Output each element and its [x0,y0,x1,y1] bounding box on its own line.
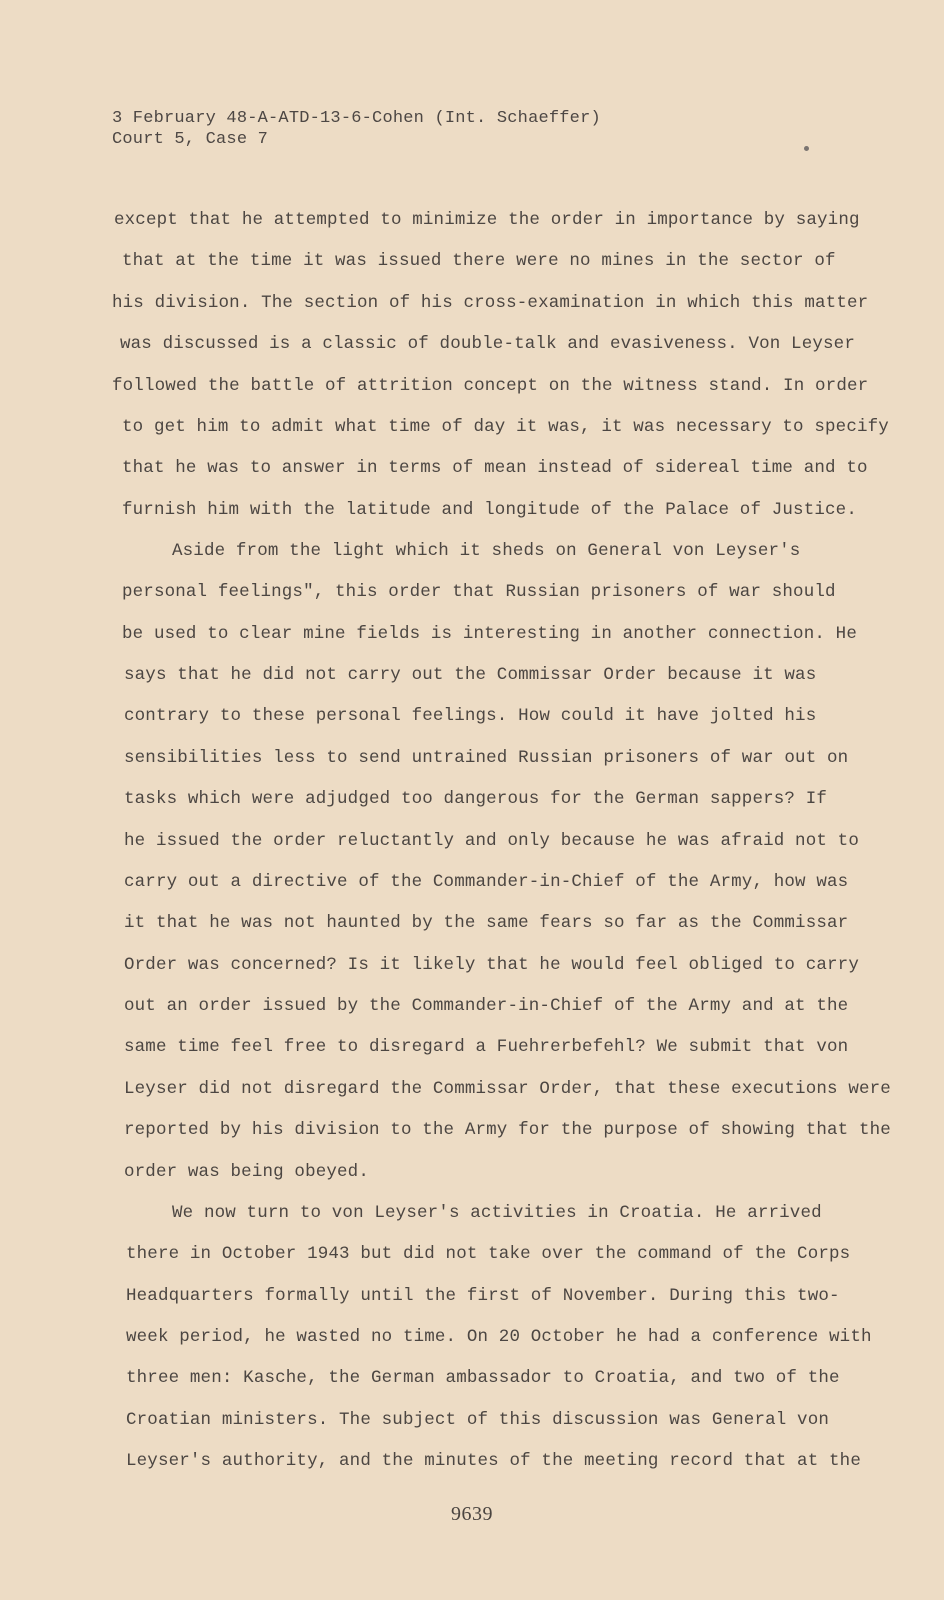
body-line: his division. The section of his cross-examination in which this matter [112,293,869,313]
body-line: sensibilities less to send untrained Russian prisoners of war out on [124,748,849,768]
body-line: was discussed is a classic of double-talk and evasiveness. Von Leyser [120,334,855,354]
body-line: same time feel free to disregard a Fuehrerbefehl? We submit that von [124,1037,849,1057]
body-line: to get him to admit what time of day it was, it was necessary to specify [122,417,889,437]
body-line: order was being obeyed. [124,1162,369,1182]
body-line: Leyser did not disregard the Commissar Order, that these executions were [124,1079,891,1099]
body-line: carry out a directive of the Commander-in-Chief of the Army, how was [124,872,849,892]
body-line: furnish him with the latitude and longitude of the Palace of Justice. [122,500,857,520]
body-line: that he was to answer in terms of mean instead of sidereal time and to [122,458,868,478]
ink-dot-mark [804,146,809,151]
body-line: it that he was not haunted by the same fears so far as the Commissar [124,913,849,933]
body-line: personal feelings", this order that Russian prisoners of war should [122,582,836,602]
body-line: tasks which were adjudged too dangerous for the German sappers? If [124,789,828,809]
body-line: Leyser's authority, and the minutes of the meeting record that at the [126,1451,861,1471]
body-line: Headquarters formally until the first of November. During this two- [126,1286,840,1306]
body-line: reported by his division to the Army for the purpose of showing that the [124,1120,891,1140]
body-line: be used to clear mine fields is interesting in another connection. He [122,624,857,644]
body-line: says that he did not carry out the Commissar Order because it was [124,665,817,685]
body-line: We now turn to von Leyser's activities in Croatia. He arrived [172,1203,822,1223]
body-line: contrary to these personal feelings. How could it have jolted his [124,706,817,726]
body-line: Croatian ministers. The subject of this discussion was General von [126,1410,830,1430]
body-line: there in October 1943 but did not take over the command of the Corps [126,1244,851,1264]
body-line: three men: Kasche, the German ambassador to Croatia, and two of the [126,1368,840,1388]
header-court-case: Court 5, Case 7 [112,130,269,149]
page-number: 9639 [451,1503,493,1525]
body-line: week period, he wasted no time. On 20 October he had a conference with [126,1327,872,1347]
header-date-reference: 3 February 48-A-ATD-13-6-Cohen (Int. Schaeffer) [112,109,601,128]
body-line: out an order issued by the Commander-in-Chief of the Army and at the [124,996,849,1016]
body-line: Aside from the light which it sheds on General von Leyser's [172,541,801,561]
body-line: that at the time it was issued there were no mines in the sector of [122,251,836,271]
body-line: followed the battle of attrition concept on the witness stand. In order [112,376,869,396]
body-line: except that he attempted to minimize the order in importance by saying [114,210,860,230]
body-line: Order was concerned? Is it likely that he would feel obliged to carry [124,955,859,975]
document-header [112,108,601,150]
body-line: he issued the order reluctantly and only because he was afraid not to [124,831,859,851]
